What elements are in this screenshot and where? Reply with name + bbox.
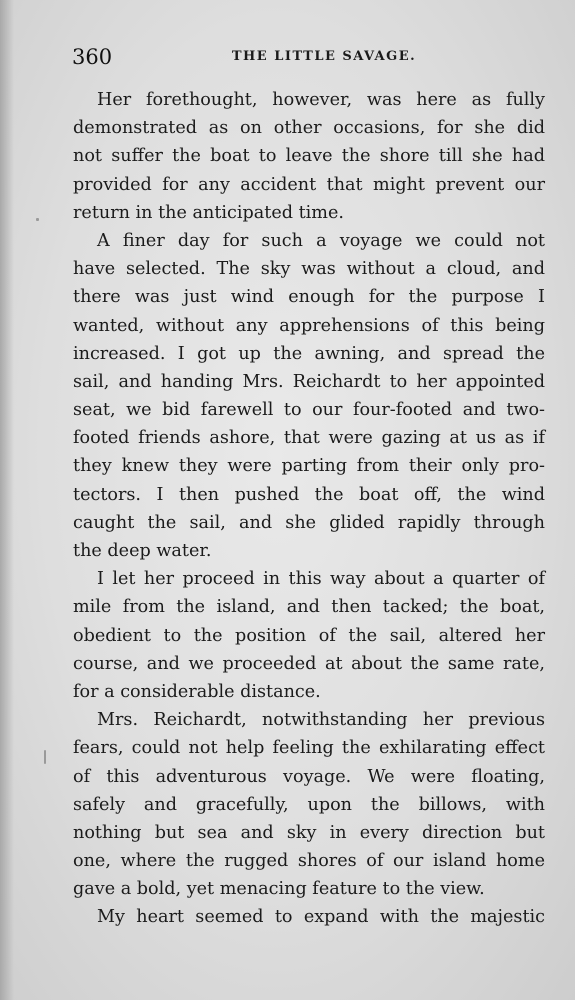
page-gutter-shadow xyxy=(0,0,14,1000)
text-line: for a considerable distance. xyxy=(73,681,321,702)
text-line: sail, and handing Mrs. Reichardt to her appointed xyxy=(73,371,545,392)
text-line: nothing but sea and sky in every direction but xyxy=(73,822,545,843)
text-line: obedient to the position of the sail, altered her xyxy=(73,625,545,646)
text-line: safely and gracefully, upon the billows, with xyxy=(73,794,545,815)
text-line: Mrs. Reichardt, notwithstanding her previous xyxy=(97,710,545,731)
text-line: one, where the rugged shores of our island home xyxy=(73,851,545,872)
text-line: not suffer the boat to leave the shore till she had xyxy=(73,146,545,167)
running-head: THE LITTLE SAVAGE. xyxy=(231,49,417,64)
text-line: My heart seemed to expand with the majestic xyxy=(97,907,545,928)
text-line: gave a bold, yet menacing feature to the view. xyxy=(73,879,485,900)
paper-speck xyxy=(36,218,39,221)
text-line: return in the anticipated time. xyxy=(73,202,344,223)
text-line: seat, we bid farewell to our four-footed and two- xyxy=(73,400,545,421)
page-number: 360 xyxy=(72,45,113,69)
text-line: A finer day for such a voyage we could not xyxy=(97,230,545,251)
text-line: of this adventurous voyage. We were floating, xyxy=(73,766,545,787)
text-line: demonstrated as on other occasions, for she did xyxy=(73,118,545,139)
text-line: increased. I got up the awning, and spread the xyxy=(73,343,545,364)
text-line: tectors. I then pushed the boat off, the wind xyxy=(73,484,545,505)
text-line: provided for any accident that might prevent our xyxy=(73,174,545,195)
text-line: I let her proceed in this way about a quarter of xyxy=(97,569,545,590)
text-line: caught the sail, and she glided rapidly through xyxy=(73,512,545,533)
text-line: course, and we proceeded at about the same rate, xyxy=(73,653,545,674)
text-line: fears, could not help feeling the exhilarating effect xyxy=(73,738,545,759)
text-line: have selected. The sky was without a cloud, and xyxy=(73,259,545,280)
body-text xyxy=(73,86,545,932)
text-line: mile from the island, and then tacked; the boat, xyxy=(73,597,545,618)
text-line: they knew they were parting from their only pro- xyxy=(73,456,545,477)
page-header xyxy=(72,41,546,73)
text-line: Her forethought, however, was here as fully xyxy=(97,90,545,110)
text-line: the deep water. xyxy=(73,541,212,561)
paper-speck xyxy=(44,750,46,764)
text-line: footed friends ashore, that were gazing at us as if xyxy=(73,428,545,449)
text-line: wanted, without any apprehensions of this being xyxy=(73,315,545,336)
text-line: there was just wind enough for the purpose I xyxy=(73,287,545,308)
